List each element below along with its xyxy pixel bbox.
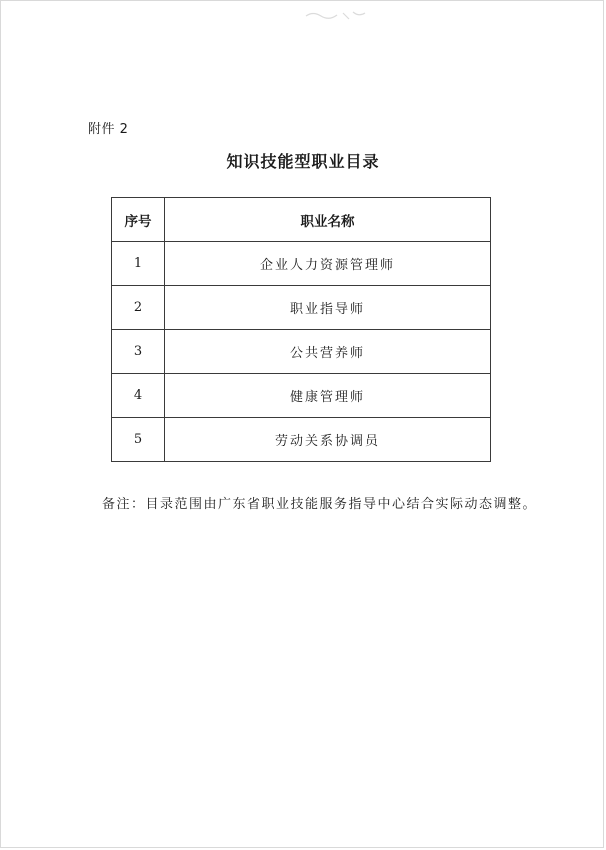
row-number: 5 [112, 418, 165, 462]
occupation-table [111, 197, 491, 462]
page-title: 知识技能型职业目录 [226, 152, 380, 171]
occupation-name: 健康管理师 [165, 374, 491, 418]
table-row [112, 242, 491, 286]
occupation-name: 职业指导师 [165, 286, 491, 330]
table-row [112, 418, 491, 462]
row-number: 2 [112, 286, 165, 330]
occupation-name: 劳动关系协调员 [165, 418, 491, 462]
row-number: 4 [112, 374, 165, 418]
note-text: 备注：目录范围由广东省职业技能服务指导中心结合实际动态调整。 [102, 497, 538, 512]
note-paragraph [88, 491, 538, 518]
table-row [112, 286, 491, 330]
occupation-name: 企业人力资源管理师 [165, 242, 491, 286]
scan-artifact-mark [301, 7, 371, 23]
table-row [112, 374, 491, 418]
row-number: 3 [112, 330, 165, 374]
column-header-seq: 序号 [112, 198, 165, 242]
table-header-row [112, 198, 491, 242]
row-number: 1 [112, 242, 165, 286]
attachment-label: 附件 2 [88, 122, 129, 137]
column-header-occupation: 职业名称 [165, 198, 491, 242]
occupation-name: 公共营养师 [165, 330, 491, 374]
table-row [112, 330, 491, 374]
